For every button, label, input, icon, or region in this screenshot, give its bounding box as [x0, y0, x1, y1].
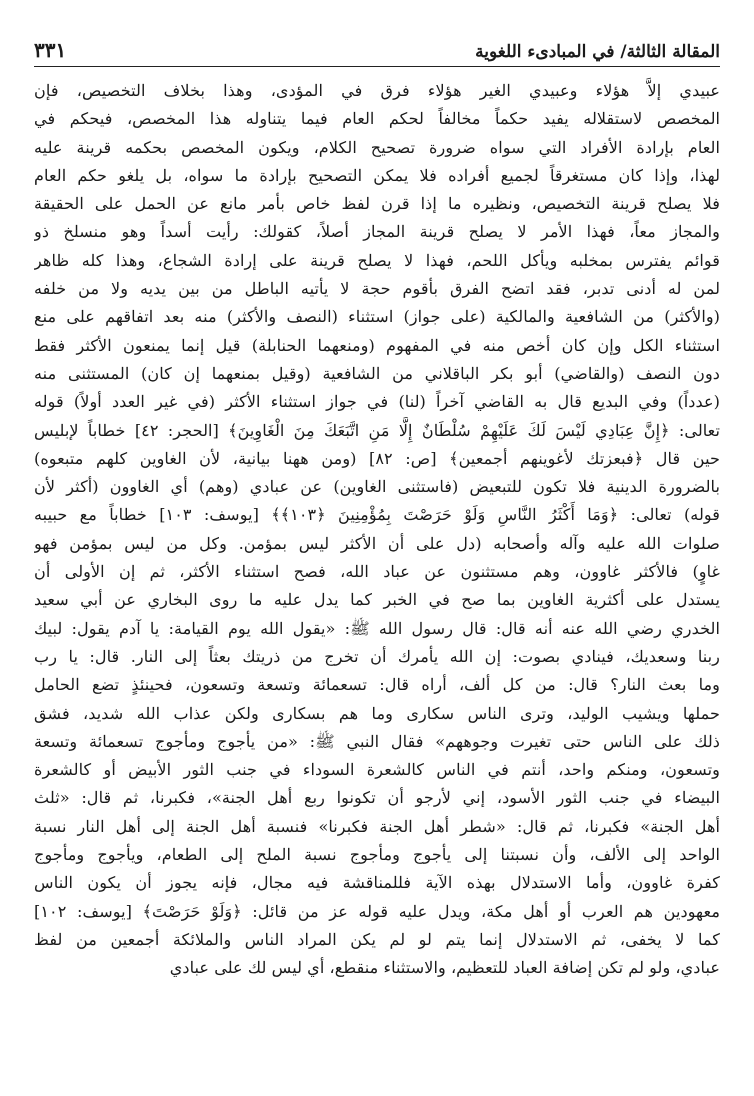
- text-line: وتسعون، ومنكم واحد، أنتم في الناس كالشعرة السوداء في جنب الثور الأبيض أو كالشعرة: [34, 760, 720, 780]
- text-line: صلوات الله عليه وآله وأصحابه (دل على أن الأكثر ليس بمؤمن. وكل من ليس بمؤمن فهو: [34, 533, 720, 553]
- text-line: لهذا، وإذا كان مستغرقاً لجميع أفراده فلا يمكن التصحيح بإرادة ما سواه، بل يلغو حكم العام: [34, 165, 720, 185]
- text-line: العام بإرادة الأفراد التي سواه ضرورة تصحيح الكلام، ويكون المخصص بحكمه قرينة عليه: [34, 137, 720, 157]
- text-line: كفرة غاوون، وأما الاستدلال بهذه الآية فللمناقشة فيه مجال، فإنه يجوز أن يكون الناس: [34, 873, 720, 893]
- text-line: الواحد إلى الألف، وأن نسبتنا إلى يأجوج ومأجوج نسبة الملح إلى الطعام، ويأجوج ومأجوج: [34, 845, 720, 865]
- text-line: عبيدي إلاَّ هؤلاء وعبيدي الغير هؤلاء فرق في المؤدى، وهذا بخلاف التخصيص، فإن: [34, 81, 720, 100]
- text-line: حين قال ﴿فبعزتك لأغوينهم أجمعين﴾ [ص: ٨٢] (ومن ههنا بيانية، لأن الغاوين كلهم متبعوه): [34, 448, 720, 468]
- page-number: ٣٣١: [34, 38, 67, 62]
- text-line: (والأكثر) من الشافعية والمالكية (على جواز) استثناء (النصف والأكثر) منه بعد اتفاقهم على منع: [34, 307, 720, 327]
- text-line: المخصص لاستقلاله يفيد حكماً مخالفاً لحكم العام فيما يتناوله هذا المخصص، فيحكم في: [34, 109, 720, 129]
- text-line: حملها ويشيب الوليد، وترى الناس سكارى وما هم بسكارى ولكن عذاب الله شديد، فشق: [34, 703, 720, 723]
- text-line: قوله) تعالى: ﴿وَمَا أَكْثَرُ النَّاسِ وَلَوْ حَرَصْتَ بِمُؤْمِنِينَ ﴿١٠٣﴾﴾ [يوسف: ١٠٣] خطاباً مع حبيبه: [34, 505, 720, 525]
- body-text: [34, 77, 720, 983]
- text-line: غاوٍ) فالأكثر غاوون، وهم مستثنون عن عباد الله، فصح استثناء الأكثر، ثم إن الأولى أن: [34, 562, 720, 582]
- text-line: كما لا يخفى، ثم الاستدلال إنما يتم لو لم يكن المراد الناس والملائكة أجمعين من لفظ: [34, 929, 720, 949]
- text-line: لمن له أدنى تدبر، فقد اتضح الفرق بأقوم حجة لا يأتيه الباطل من بين يديه ولا من خلفه: [34, 279, 720, 299]
- text-line: البيضاء في جنب الثور الأسود، إني لأرجو أن تكونوا ربع أهل الجنة»، فكبرنا، ثم قال: «ثلث: [34, 788, 720, 808]
- text-line: يستدل على أكثرية الغاوين بما صح في الخبر كما يدل عليه ما روى البخاري عن أبي سعيد: [34, 590, 720, 610]
- text-line: ذلك على الناس حتى تغيرت وجوههم» فقال النبي ﷺ: «من يأجوج ومأجوج تسعمائة وتسعة: [34, 731, 720, 751]
- text-line: بالضرورة الدينية فلا تكون للتبعيض (فاستثنى الغاوين) عن عبادي (وهم) أي الغاوون (أكثر لأن: [34, 477, 720, 497]
- text-line: عبادي، ولو لم تكن إضافة العباد للتعظيم، والاستثناء منقطع، أي ليس لك على عبادي: [169, 958, 720, 978]
- text-line: أهل الجنة» فكبرنا، ثم قال: «شطر أهل الجنة فكبرنا» فنسبة أهل الجنة إلى أهل النار نسبة: [34, 816, 720, 836]
- text-line: تعالى: ﴿إِنَّ عِبَادِي لَيْسَ لَكَ عَلَيْهِمْ سُلْطَانٌ إِلَّا مَنِ اتَّبَعَكَ مِنَ الْغَاوِينَ﴾ [الحجر: ٤٢] خطاباً لإبليس: [34, 420, 720, 440]
- page-header: [34, 30, 720, 67]
- text-line: استثناء الكل وإن كان أخص منه في المفهوم (ومنعهما الحنابلة) قيل إنما يمنعون الأكثر فقط: [34, 335, 720, 355]
- text-line: قوائم يفترس بمخلبه ويأكل اللحم، فهذا لا يصلح قرينة على إرادة الشجاع، وهذا كله ظاهر: [34, 250, 720, 270]
- text-line: وما بعث النار؟ قال: من كل ألف، أراه قال: تسعمائة وتسعة وتسعون، فحينئذٍ تضع الحامل: [34, 675, 720, 695]
- text-line: فلا يصلح قرينة التخصيص، ونظيره ما إذا قرن لفظ خاص بأمر مانع عن الحمل على الحقيقة: [34, 194, 720, 214]
- running-title: المقالة الثالثة/ في المبادىء اللغوية: [475, 42, 720, 62]
- text-line: والمجاز معاً، فهذا الأمر لا يصلح قرينة المجاز أصلاً، كقولك: رأيت أسداً وهو منسلخ ذو: [34, 222, 720, 242]
- text-line: دون النصف (والقاضي) أبو بكر الباقلاني من الشافعية (وقيل بمنعهما إن كان) المستثنى منه: [34, 363, 720, 383]
- text-line: ربنا وسعديك، فينادي بصوت: إن الله يأمرك أن تخرج من ذريتك بعثاً إلى النار. قال: يا رب: [34, 646, 720, 666]
- text-line: معهودين هم العرب أو أهل مكة، ويدل عليه قوله عز من قائل: ﴿وَلَوْ حَرَصْتَ﴾ [يوسف: ١٠٢]: [34, 901, 720, 921]
- text-line: (عدداً) وفي البديع قال به القاضي آخراً (لنا) في جواز استثناء الأكثر (في غير العدد أولاً) قوله: [34, 392, 720, 412]
- text-line: الخدري رضي الله عنه أنه قال: قال رسول الله ﷺ: «يقول الله يوم القيامة: يا آدم يقول: لبيك: [34, 618, 720, 638]
